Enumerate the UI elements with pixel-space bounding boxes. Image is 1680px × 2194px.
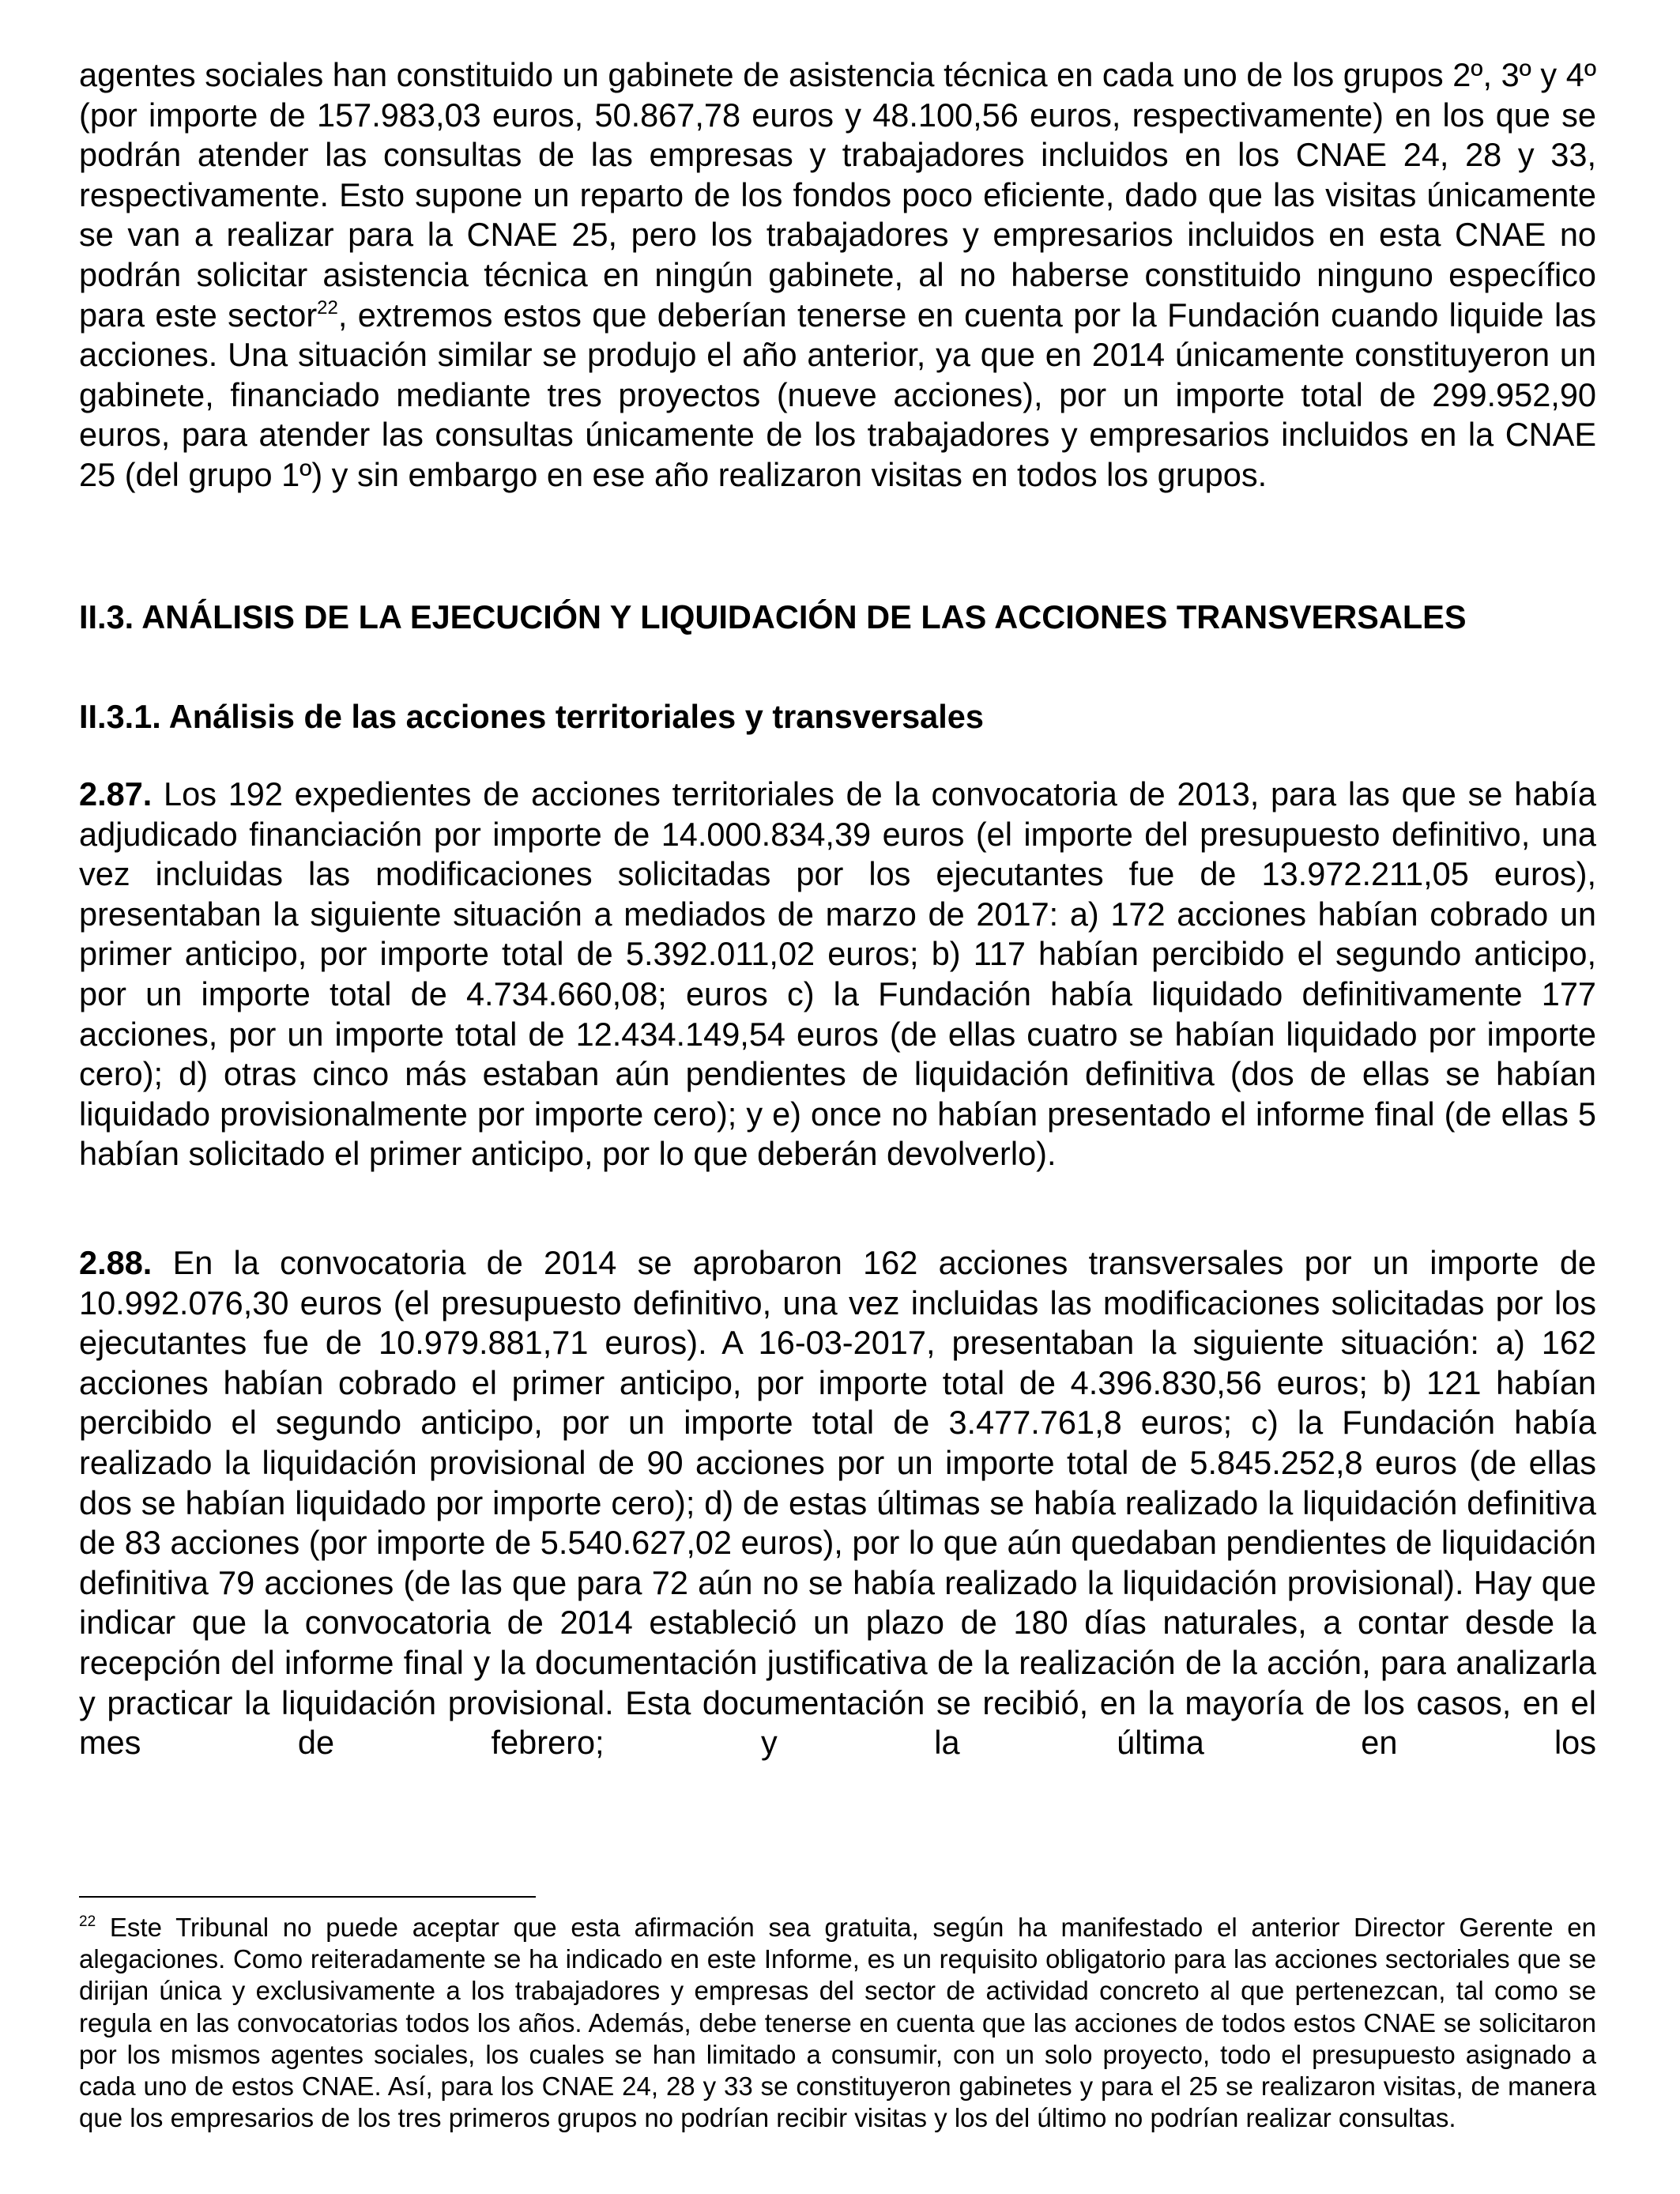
paragraph-2-88 <box>79 1243 1596 1763</box>
paragraph-number: 2.87. <box>79 775 153 812</box>
footnote-number: 22 <box>79 1913 96 1930</box>
footnote-text: Este Tribunal no puede aceptar que esta afirmación sea gratuita, según ha manifestado el anterior Director Gerente en alegaciones. Como reiteradamente se ha indicado en este Informe, es un requisito obligatorio para las acciones sectoriales que se dirijan única y exclusivamente a los trabajadores y empresas del sector de actividad concreto al que pertenezcan, tal como se regula en las convocatorias todos los años. Además, debe tenerse en cuenta que las acciones de todos estos CNAE se solicitaron por los mismos agentes sociales, los cuales se han limitado a consumir, con un solo proyecto, todo el presupuesto asignado a cada uno de estos CNAE. Así, para los CNAE 24, 28 y 33 se constituyeron gabinetes y para el 25 se realizaron visitas, de manera que los empresarios de los tres primeros grupos no podrían recibir visitas y los del último no podrían realizar consultas. <box>79 1913 1596 2133</box>
section-heading: II.3. ANÁLISIS DE LA EJECUCIÓN Y LIQUIDACIÓN DE LAS ACCIONES TRANSVERSALES <box>79 598 1467 635</box>
intro-paragraph <box>79 55 1596 496</box>
intro-paragraph-text-before: agentes sociales han constituido un gabinete de asistencia técnica en cada uno de los grupos 2º, 3º y 4º (por importe de 157.983,03 euros, 50.867,78 euros y 48.100,56 euros, respectivamente) en los que se podrán atender las consultas de las empresas y trabajadores incluidos en los CNAE 24, 28 y 33, respectivamente. Esto supone un reparto de los fondos poco eficiente, dado que las visitas únicamente se van a realizar para la CNAE 25, pero los trabajadores y empresarios incluidos en esta CNAE no podrán solicitar asistencia técnica en ningún gabinete, al no haberse constituido ninguno específico para este sector <box>79 56 1596 334</box>
footnote-separator <box>79 1896 536 1898</box>
paragraph-2-87 <box>79 775 1596 1174</box>
paragraph-text: En la convocatoria de 2014 se aprobaron 162 acciones transversales por un importe de 10.992.076,30 euros (el presupuesto definitivo, una vez incluidas las modificaciones solicitadas por los ejecutantes fue de 10.979.881,71 euros). A 16-03-2017, presentaban la siguiente situación: a) 162 acciones habían cobrado el primer anticipo, por importe total de 4.396.830,56 euros; b) 121 habían percibido el segundo anticipo, por un importe total de 3.477.761,8 euros; c) la Fundación había realizado la liquidación provisional de 90 acciones por un importe total de 5.845.252,8 euros (de ellas dos se habían liquidado por importe cero); d) de estas últimas se había realizado la liquidación definitiva de 83 acciones (por importe de 5.540.627,02 euros), por lo que aún quedaban pendientes de liquidación definitiva 79 acciones (de las que para 72 aún no se había realizado la liquidación provisional). Hay que indicar que la convocatoria de 2014 estableció un plazo de 180 días naturales, a contar desde la recepción del informe final y la documentación justificativa de la realización de la acción, para analizarla y practicar la liquidación provisional. Esta documentación se recibió, en la mayoría de los casos, en el mes de febrero; y la última en los <box>79 1244 1597 1762</box>
subsection-heading: II.3.1. Análisis de las acciones territoriales y transversales <box>79 698 984 735</box>
paragraph-text: Los 192 expedientes de acciones territoriales de la convocatoria de 2013, para las que se había adjudicado financiación por importe de 14.000.834,39 euros (el importe del presupuesto definitivo, una vez incluidas las modificaciones solicitadas por los ejecutantes fue de 13.972.211,05 euros), presentaban la siguiente situación a mediados de marzo de 2017: a) 172 acciones habían cobrado un primer anticipo, por importe total de 5.392.011,02 euros; b) 117 habían percibido el segundo anticipo, por un importe total de 4.734.660,08; euros c) la Fundación había liquidado definitivamente 177 acciones, por un importe total de 12.434.149,54 euros (de ellas cuatro se habían liquidado por importe cero); d) otras cinco más estaban aún pendientes de liquidación definitiva (dos de ellas se habían liquidado provisionalmente por importe cero); y e) once no habían presentado el informe final (de ellas 5 habían solicitado el primer anticipo, por lo que deberán devolverlo). <box>79 775 1596 1173</box>
footnote-reference[interactable]: 22 <box>317 296 338 319</box>
paragraph-number: 2.88. <box>79 1244 153 1281</box>
intro-paragraph-text-after: , extremos estos que deberían tenerse en cuenta por la Fundación cuando liquide las acciones. Una situación similar se produjo el año anterior, ya que en 2014 únicamente constituyeron un gabinete, financiado mediante tres proyectos (nueve acciones), por un importe total de 299.952,90 euros, para atender las consultas únicamente de los trabajadores y empresarios incluidos en la CNAE 25 (del grupo 1º) y sin embargo en ese año realizaron visitas en todos los grupos. <box>79 296 1597 493</box>
footnote <box>79 1912 1596 2134</box>
